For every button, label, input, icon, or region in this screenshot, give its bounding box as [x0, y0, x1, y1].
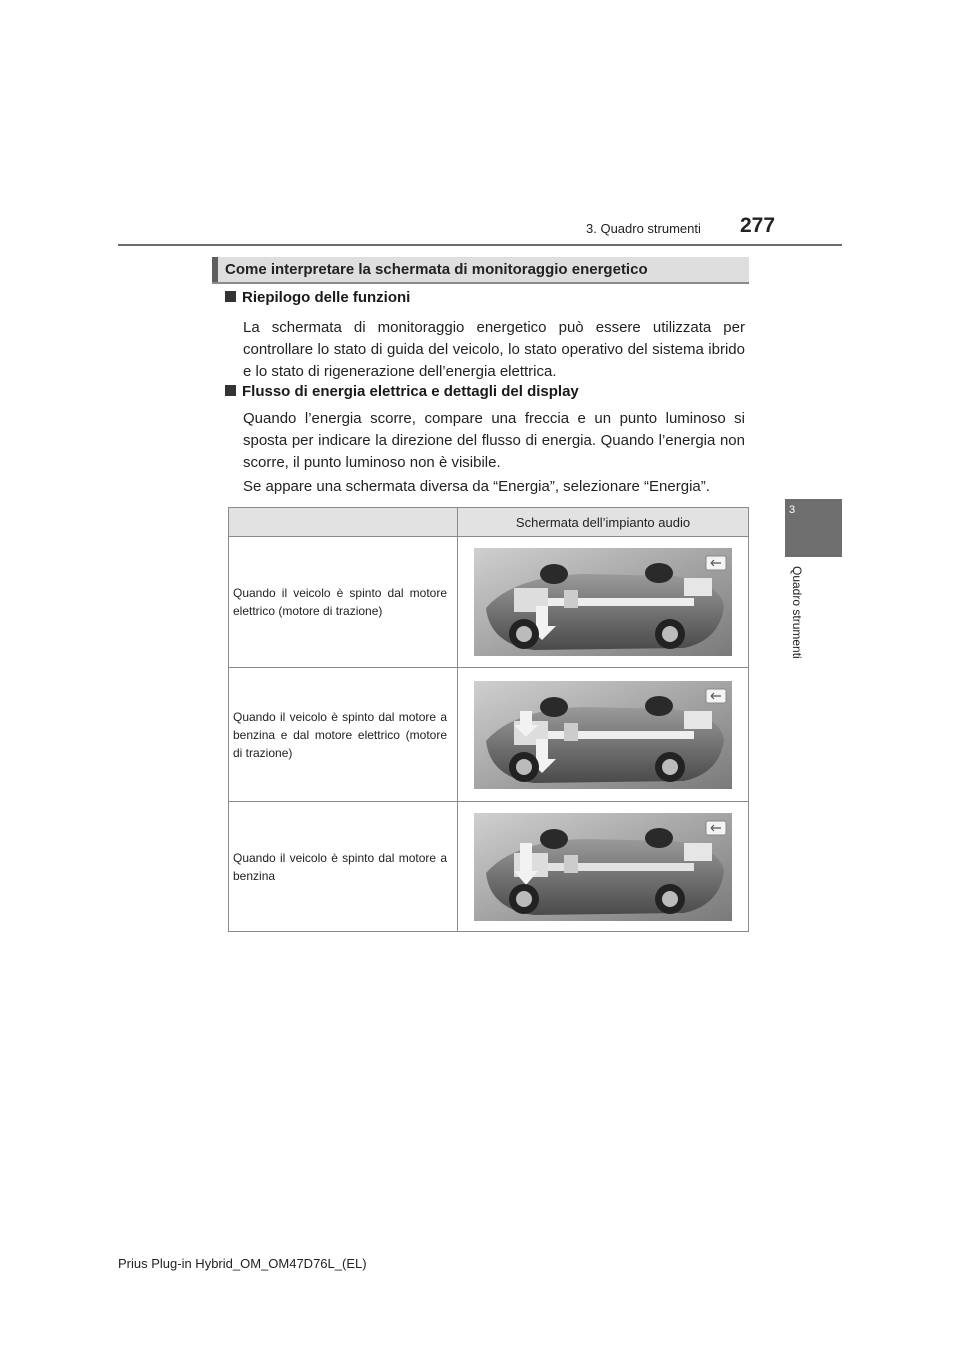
table-header-row — [229, 508, 749, 537]
table-header-empty — [229, 508, 458, 537]
row-description: Quando il veicolo è spinto dal motore a benzina — [229, 802, 458, 932]
footer-document-id: Prius Plug-in Hybrid_OM_OM47D76L_(EL) — [118, 1256, 367, 1271]
header-rule — [118, 244, 842, 246]
row-description: Quando il veicolo è spinto dal motore elettrico (motore di trazione) — [229, 537, 458, 668]
row-screen — [458, 537, 749, 668]
paragraph-energy-flow: Quando l’energia scorre, compare una freccia e un punto luminoso si sposta per indicare la direzione del flusso di energia. Quando l’energia non scorre, il punto luminoso non è visibile. — [243, 410, 745, 471]
row-screen — [458, 668, 749, 802]
header-section-title: 3. Quadro strumenti — [586, 221, 701, 236]
chapter-tab-label: Quadro strumenti — [790, 566, 804, 659]
square-bullet-icon — [225, 291, 236, 302]
section-heading-accent — [212, 257, 218, 282]
energy-monitor-table — [228, 507, 749, 932]
row-screen — [458, 802, 749, 932]
paragraph-functions: La schermata di monitoraggio energetico può essere utilizzata per controllare lo stato di guida del veicolo, lo stato operativo del sistema ibrido e lo stato di rigenerazione dell’energia elettrica. — [243, 319, 745, 380]
table-header-audio-screen: Schermata dell’impianto audio — [458, 508, 749, 537]
table-row — [229, 802, 749, 932]
energy-flow-hybrid-screen-icon — [474, 681, 732, 789]
section-heading — [212, 257, 749, 284]
table-row — [229, 668, 749, 802]
energy-flow-electric-screen-icon — [474, 548, 732, 656]
subsection-title-energy-flow: Flusso di energia elettrica e dettagli del display — [225, 383, 579, 400]
energy-flow-gasoline-screen-icon — [474, 813, 732, 921]
section-heading-text: Come interpretare la schermata di monitoraggio energetico — [225, 261, 648, 278]
square-bullet-icon — [225, 385, 236, 396]
chapter-tab-number: 3 — [789, 504, 796, 516]
subsection-title-functions: Riepilogo delle funzioni — [225, 289, 410, 306]
row-description: Quando il veicolo è spinto dal motore a benzina e dal motore elettrico (motore di trazione) — [229, 668, 458, 802]
page-number: 277 — [740, 214, 776, 237]
paragraph-select-energy: Se appare una schermata diversa da “Energia”, selezionare “Energia”. — [243, 478, 710, 495]
table-row — [229, 537, 749, 668]
